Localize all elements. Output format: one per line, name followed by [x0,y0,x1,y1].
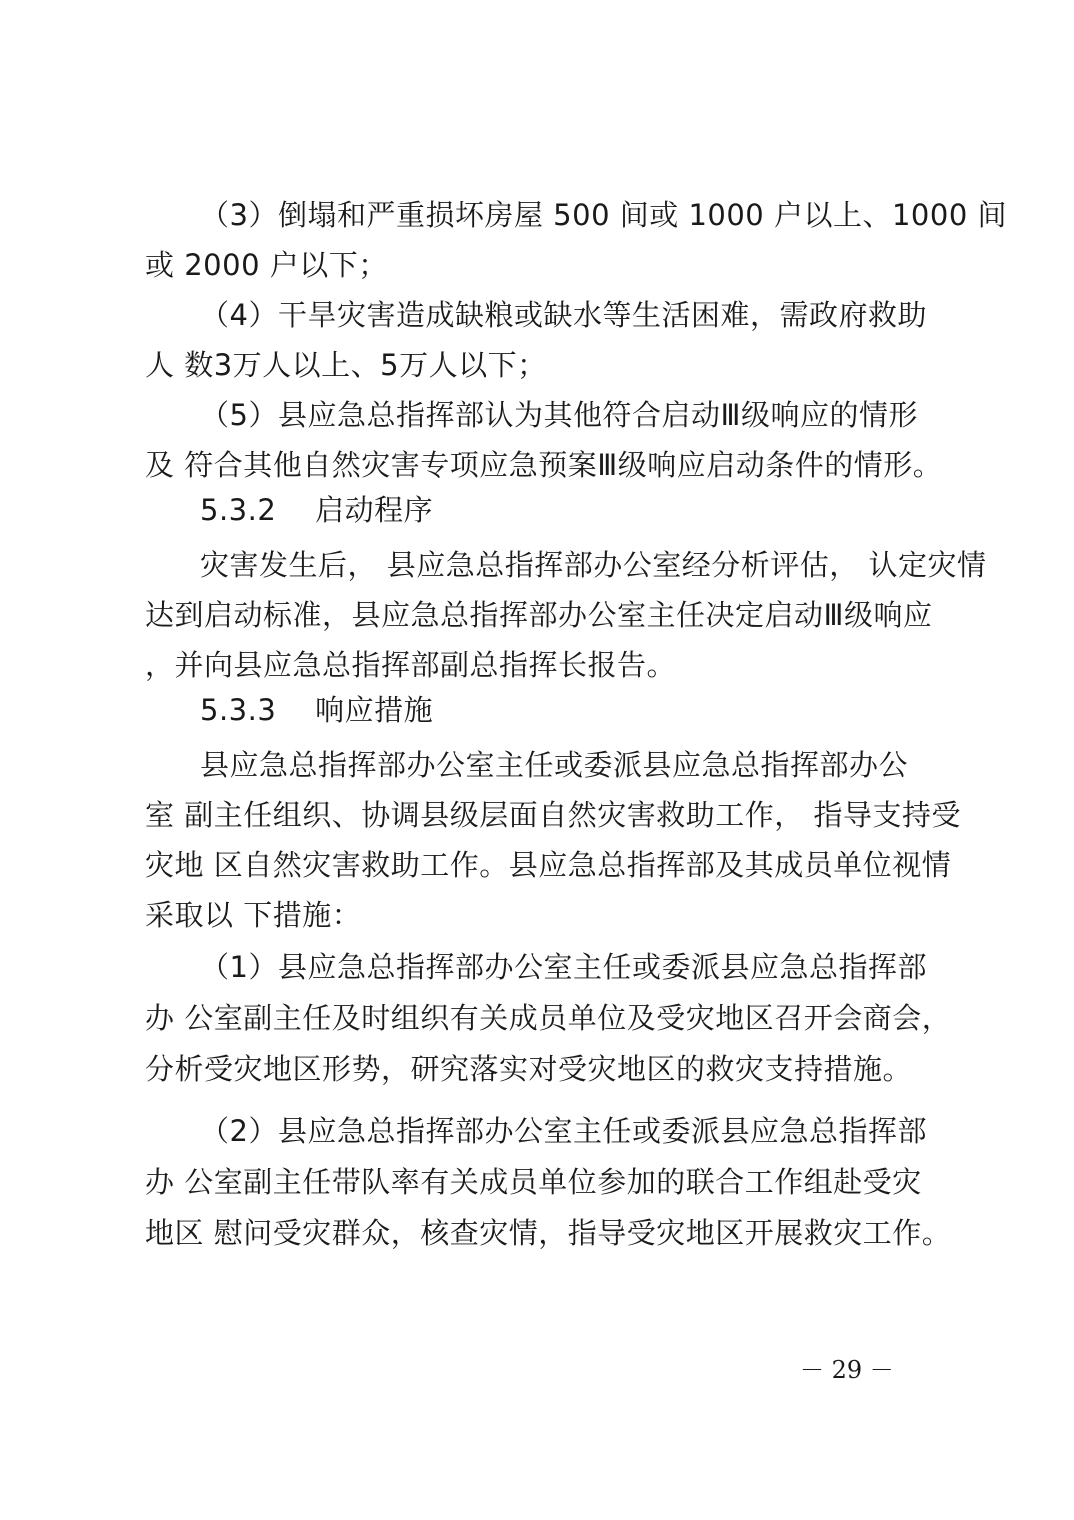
paragraph-line: 室 副主任组织、协调县级层面自然灾害救助工作， 指导支持受 [145,798,961,832]
paragraph-line: ，并向县应急总指挥部副总指挥长报告。 [145,648,677,682]
paragraph-line: （1）县应急总指挥部办公室主任或委派县应急总指挥部 [200,950,927,984]
paragraph-line: 人 数3万人以上、5万人以下； [145,348,547,382]
paragraph-line: （5）县应急总指挥部认为其他符合启动Ⅲ级响应的情形 [200,398,918,432]
paragraph-line: 灾地 区自然灾害救助工作。县应急总指挥部及其成员单位视情 [145,848,952,882]
paragraph-line: 达到启动标准，县应急总指挥部办公室主任决定启动Ⅲ级响应 [145,598,933,632]
paragraph-line: 地区 慰问受灾群众，核查灾情，指导受灾地区开展救灾工作。 [145,1216,952,1250]
page-number: － 29 － [800,1356,894,1384]
section-heading: 5.3.2 启动程序 [200,493,434,527]
paragraph-line: 县应急总指挥部办公室主任或委派县应急总指挥部办公 [200,748,909,782]
paragraph-line: 灾害发生后， 县应急总指挥部办公室经分析评估， 认定灾情 [200,548,987,582]
paragraph-line: 办 公室副主任及时组织有关成员单位及受灾地区召开会商会， [145,1001,952,1035]
paragraph-line: 采取以 下措施： [145,898,362,932]
paragraph-line: 分析受灾地区形势，研究落实对受灾地区的救灾支持措施。 [145,1052,913,1086]
paragraph-line: （4）干旱灾害造成缺粮或缺水等生活困难，需政府救助 [200,298,927,332]
paragraph-line: 或 2000 户以下； [145,248,388,282]
section-heading: 5.3.3 响应措施 [200,693,434,727]
paragraph-line: （2）县应急总指挥部办公室主任或委派县应急总指挥部 [200,1114,927,1148]
paragraph-line: 办 公室副主任带队率有关成员单位参加的联合工作组赴受灾 [145,1165,922,1199]
paragraph-line: （3）倒塌和严重损坏房屋 500 间或 1000 户以上、1000 间 [200,198,1008,232]
paragraph-line: 及 符合其他自然灾害专项应急预案Ⅲ级响应启动条件的情形。 [145,448,943,482]
